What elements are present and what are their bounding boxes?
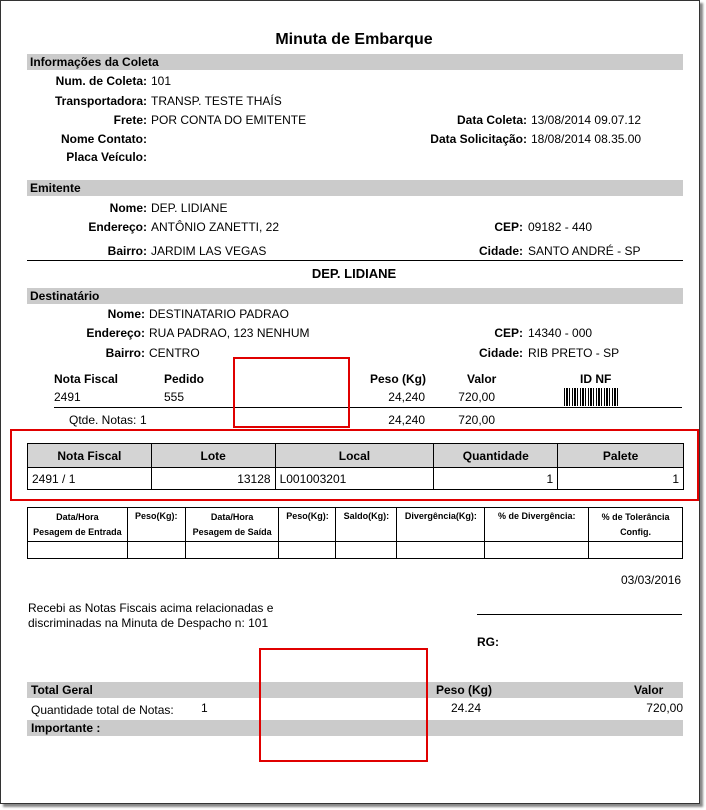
qtde-notas-value: 1 <box>140 413 147 427</box>
pesagem-cell <box>397 542 485 559</box>
pesagem-header-peso1: Peso(Kg): <box>127 508 185 542</box>
coleta-num-label: Num. de Coleta: <box>55 74 147 88</box>
pesagem-cell <box>127 542 185 559</box>
emitente-bairro-value: JARDIM LAS VEGAS <box>151 244 267 258</box>
coleta-num-value: 101 <box>151 74 172 88</box>
signature-line <box>477 614 682 615</box>
nf-header-nota: Nota Fiscal <box>54 372 119 386</box>
rg-label: RG: <box>477 635 499 649</box>
section-coleta-title: Informações da Coleta <box>30 55 159 69</box>
pesagem-header-pct-divergencia: % de Divergência: <box>485 508 589 542</box>
table-row <box>28 542 683 559</box>
annotation-box <box>259 648 428 762</box>
pesagem-header-entrada-line1: Data/Hora <box>56 511 99 522</box>
lote-header-local: Local <box>275 444 434 468</box>
nf-valor-value: 720,00 <box>458 390 495 404</box>
total-qtd-value: 1 <box>201 701 208 715</box>
nf-header-peso: Peso (Kg) <box>370 372 427 386</box>
total-peso-label: Peso (Kg) <box>436 683 493 697</box>
pesagem-cell <box>336 542 397 559</box>
pesagem-table-header <box>28 508 683 542</box>
frete-label: Frete: <box>113 113 147 127</box>
annotation-box <box>10 429 699 501</box>
qtde-peso-total: 24,240 <box>388 413 425 427</box>
destinatario-cep-value: 14340 - 000 <box>528 326 593 340</box>
destinatario-nome-value: DESTINATARIO PADRAO <box>149 307 290 321</box>
nf-header-pedido: Pedido <box>164 372 205 386</box>
nf-header-id: ID NF <box>580 372 612 386</box>
data-coleta-label: Data Coleta: <box>456 113 527 127</box>
lote-cell-quantidade: 1 <box>434 468 558 490</box>
emitente-endereco-value: ANTÔNIO ZANETTI, 22 <box>151 220 280 234</box>
destinatario-nome-label: Nome: <box>107 307 145 321</box>
emitente-nome-label: Nome: <box>109 201 147 215</box>
nf-barcode-icon <box>564 388 619 406</box>
destinatario-cidade-value: RIB PRETO - SP <box>528 346 620 360</box>
lote-header-quantidade: Quantidade <box>434 444 558 468</box>
lote-cell-nota: 2491 / 1 <box>28 468 152 490</box>
section-band-destinatario <box>27 288 683 304</box>
emitente-endereco-label: Endereço: <box>88 220 147 234</box>
transportadora-label: Transportadora: <box>54 94 147 108</box>
destinatario-cidade-label: Cidade: <box>478 346 523 360</box>
section-destinatario-title: Destinatário <box>30 289 100 303</box>
placa-veiculo-label: Placa Veículo: <box>66 150 147 164</box>
pesagem-header-tolerancia <box>589 508 683 542</box>
pesagem-header-divergencia: Divergência(Kg): <box>397 508 485 542</box>
lote-header-nota: Nota Fiscal <box>28 444 152 468</box>
receipt-line-1: Recebi as Notas Fiscais acima relacionadas e <box>28 601 274 615</box>
annotation-box <box>233 357 350 428</box>
lote-cell-lote: 13128 <box>151 468 275 490</box>
pesagem-table <box>27 507 683 559</box>
emitente-cidade-value: SANTO ANDRÉ - SP <box>528 244 641 258</box>
emitente-cep-value: 09182 - 440 <box>528 220 593 234</box>
nome-contato-label: Nome Contato: <box>61 132 147 146</box>
nf-pedido-value: 555 <box>164 390 185 404</box>
qtde-notas-label: Qtde. Notas: <box>69 413 137 427</box>
frete-value: POR CONTA DO EMITENTE <box>151 113 307 127</box>
receipt-line-2: discriminadas na Minuta de Despacho n: 101 <box>28 616 269 630</box>
data-coleta-value: 13/08/2014 09.07.12 <box>531 113 642 127</box>
lote-header-lote: Lote <box>151 444 275 468</box>
destinatario-endereco-label: Endereço: <box>86 326 145 340</box>
pesagem-header-tolerancia-line1: % de Tolerância <box>601 511 670 522</box>
qtde-valor-total: 720,00 <box>458 413 495 427</box>
pesagem-header-saida-line1: Data/Hora <box>210 511 254 522</box>
pesagem-cell <box>485 542 589 559</box>
nf-peso-value: 24,240 <box>388 390 425 404</box>
divider <box>54 407 682 408</box>
pesagem-cell <box>185 542 279 559</box>
destinatario-endereco-value: RUA PADRAO, 123 NENHUM <box>149 326 310 340</box>
destinatario-cep-label: CEP: <box>494 326 523 340</box>
pesagem-header-saida <box>185 508 279 542</box>
total-qtd-label: Quantidade total de Notas: <box>31 703 174 717</box>
emitente-cep-label: CEP: <box>494 220 523 234</box>
emitente-bairro-label: Bairro: <box>107 244 147 258</box>
pesagem-header-entrada <box>28 508 128 542</box>
destinatario-bairro-label: Bairro: <box>105 346 145 360</box>
nf-nota-value: 2491 <box>54 390 81 404</box>
total-geral-label: Total Geral <box>31 683 93 697</box>
footer-date: 03/03/2016 <box>621 573 682 587</box>
section-emitente-title: Emitente <box>30 181 81 195</box>
total-peso-value: 24.24 <box>451 701 482 715</box>
document-title: Minuta de Embarque <box>275 31 433 48</box>
emitente-cidade-label: Cidade: <box>478 244 523 258</box>
lote-header-palete: Palete <box>558 444 684 468</box>
lote-cell-local: L001003201 <box>275 468 434 490</box>
divider <box>27 260 683 261</box>
pesagem-header-saldo: Saldo(Kg): <box>336 508 397 542</box>
emitente-heading: DEP. LIDIANE <box>311 266 397 281</box>
total-valor-value: 720,00 <box>646 701 683 715</box>
nf-header-valor: Valor <box>467 372 497 386</box>
data-solicitacao-label: Data Solicitação: <box>430 132 527 146</box>
section-band-emitente <box>27 180 683 196</box>
lote-cell-palete: 1 <box>558 468 684 490</box>
transportadora-value: TRANSP. TESTE THAÍS <box>151 94 282 108</box>
pesagem-cell <box>28 542 128 559</box>
emitente-nome-value: DEP. LIDIANE <box>151 201 228 215</box>
pesagem-header-peso2: Peso(Kg): <box>279 508 336 542</box>
pesagem-cell <box>589 542 683 559</box>
destinatario-bairro-value: CENTRO <box>149 346 200 360</box>
importante-label: Importante : <box>31 721 101 735</box>
pesagem-header-entrada-line2: Pesagem de Entrada <box>33 526 122 537</box>
pesagem-header-saida-line2: Pesagem de Saída <box>192 526 272 537</box>
pesagem-header-tolerancia-line2: Config. <box>620 526 652 537</box>
data-solicitacao-value: 18/08/2014 08.35.00 <box>531 132 642 146</box>
pesagem-cell <box>279 542 336 559</box>
total-valor-label: Valor <box>634 683 664 697</box>
